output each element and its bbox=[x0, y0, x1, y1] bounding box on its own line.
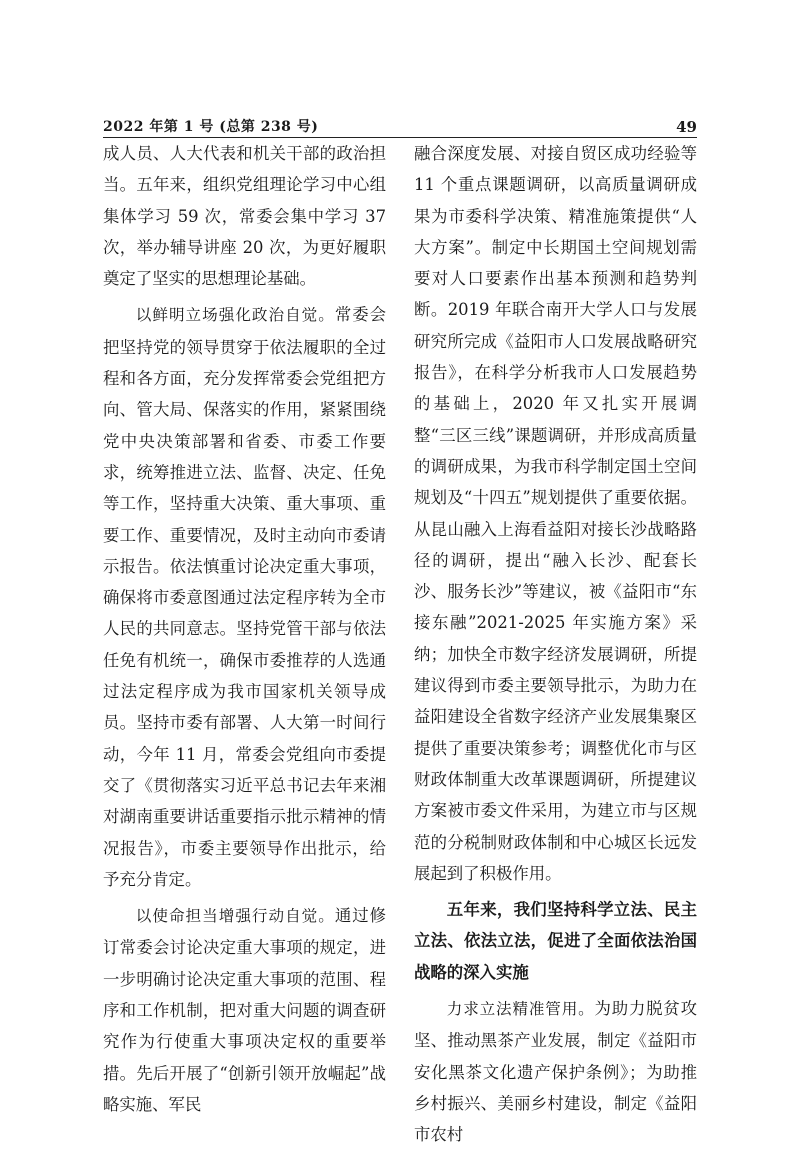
paragraph-mission-action bbox=[103, 900, 386, 1120]
paragraph-continued: 成人员、人大代表和机关干部的政治担当。五年来，组织党组理论学习中心组集体学习 59 次，常委会集中学习 37 次，举办辅导讲座 20 次，为更好履职奠定了坚实的思想理论基础。 bbox=[103, 144, 386, 289]
left-column bbox=[103, 138, 386, 1125]
paragraph-precise-legislation bbox=[414, 993, 697, 1150]
paragraph-continued: 融合深度发展、对接自贸区成功经验等 11 个重点课题调研，以高质量调研成果为市委科学决策、精准施策提供“人大方案”。制定中长期国土空间规划需要对人口要素作出基本预测和趋势判断。2019 年联合南开大学人口与发展研究所完成《益阳市人口发展战略研究报告》，在科学分析我市人口发展趋势的基础上，2020 年又扎实开展调整“三区三线”课题调研，并形成高质量的调研成果，为我市科学制定国土空间规划及“十四五”规划提供了重要依据。从昆山融入上海看益阳对接长沙战略路径的调研，提出“融入长沙、配套长沙、服务长沙”等建议，被《益阳市“东接东融”2021-2025 年实施方案》采纳；加快全市数字经济发展调研，所提建议得到市委主要领导批示，为助力在益阳建设全省数字经济产业发展集聚区提供了重要决策参考；调整优化市与区财政体制重大改革课题调研，所提建议方案被市委文件采用，为建立市与区规范的分税制财政体制和中心城区长远发展起到了积极作用。 bbox=[414, 144, 697, 883]
paragraph-lead: 以鲜明立场强化政治自觉。 bbox=[135, 306, 335, 325]
issue-label: 2022 年第 1 号 (总第 238 号) bbox=[103, 119, 319, 135]
page-number: 49 bbox=[676, 118, 697, 136]
running-header bbox=[103, 116, 697, 136]
paragraph-body: 为助力脱贫攻坚、推动黑茶产业发展，制定《益阳市安化黑茶文化遗产保护条例》；为助推乡村振兴、美丽乡村建设，制定《益阳市农村 bbox=[414, 999, 697, 1145]
paragraph-lead: 以使命担当增强行动自觉。 bbox=[135, 907, 335, 926]
paragraph-political-stance bbox=[103, 299, 386, 895]
paragraph-body: 常委会把坚持党的领导贯穿于依法履职的全过程和各方面，充分发挥常委会党组把方向、管大局、保落实的作用，紧紧围绕党中央决策部署和省委、市委工作要求，统筹推进立法、监督、决定、任免等工作，坚持重大决策、重大事项、重要工作、重要情况，及时主动向市委请示报告。依法慎重讨论决定重大事项，确保将市委意图通过法定程序转为全市人民的共同意志。坚持党管干部与依法任免有机统一，确保市委推荐的人选通过法定程序成为我市国家机关领导成员。坚持市委有部署、人大第一时间行动，今年 11 月，常委会党组向市委提交了《贯彻落实习近平总书记去年来湘对湖南重要讲话重要指示批示精神的情况报告》，市委主要领导作出批示，给予充分肯定。 bbox=[103, 305, 386, 889]
section-heading: 五年来，我们坚持科学立法、民主立法、依法立法，促进了全面依法治国战略的深入实施 bbox=[414, 900, 697, 982]
paragraph-lead: 力求立法精准管用。 bbox=[446, 1000, 595, 1019]
paragraph-body: 通过修订常委会讨论决定重大事项的规定，进一步明确讨论决定重大事项的范围、程序和工作机制，把对重大问题的调查研究作为行使重大事项决定权的重要举措。先后开展了“创新引领开放崛起”战略实施、军民 bbox=[103, 906, 386, 1114]
right-column bbox=[414, 138, 697, 1156]
